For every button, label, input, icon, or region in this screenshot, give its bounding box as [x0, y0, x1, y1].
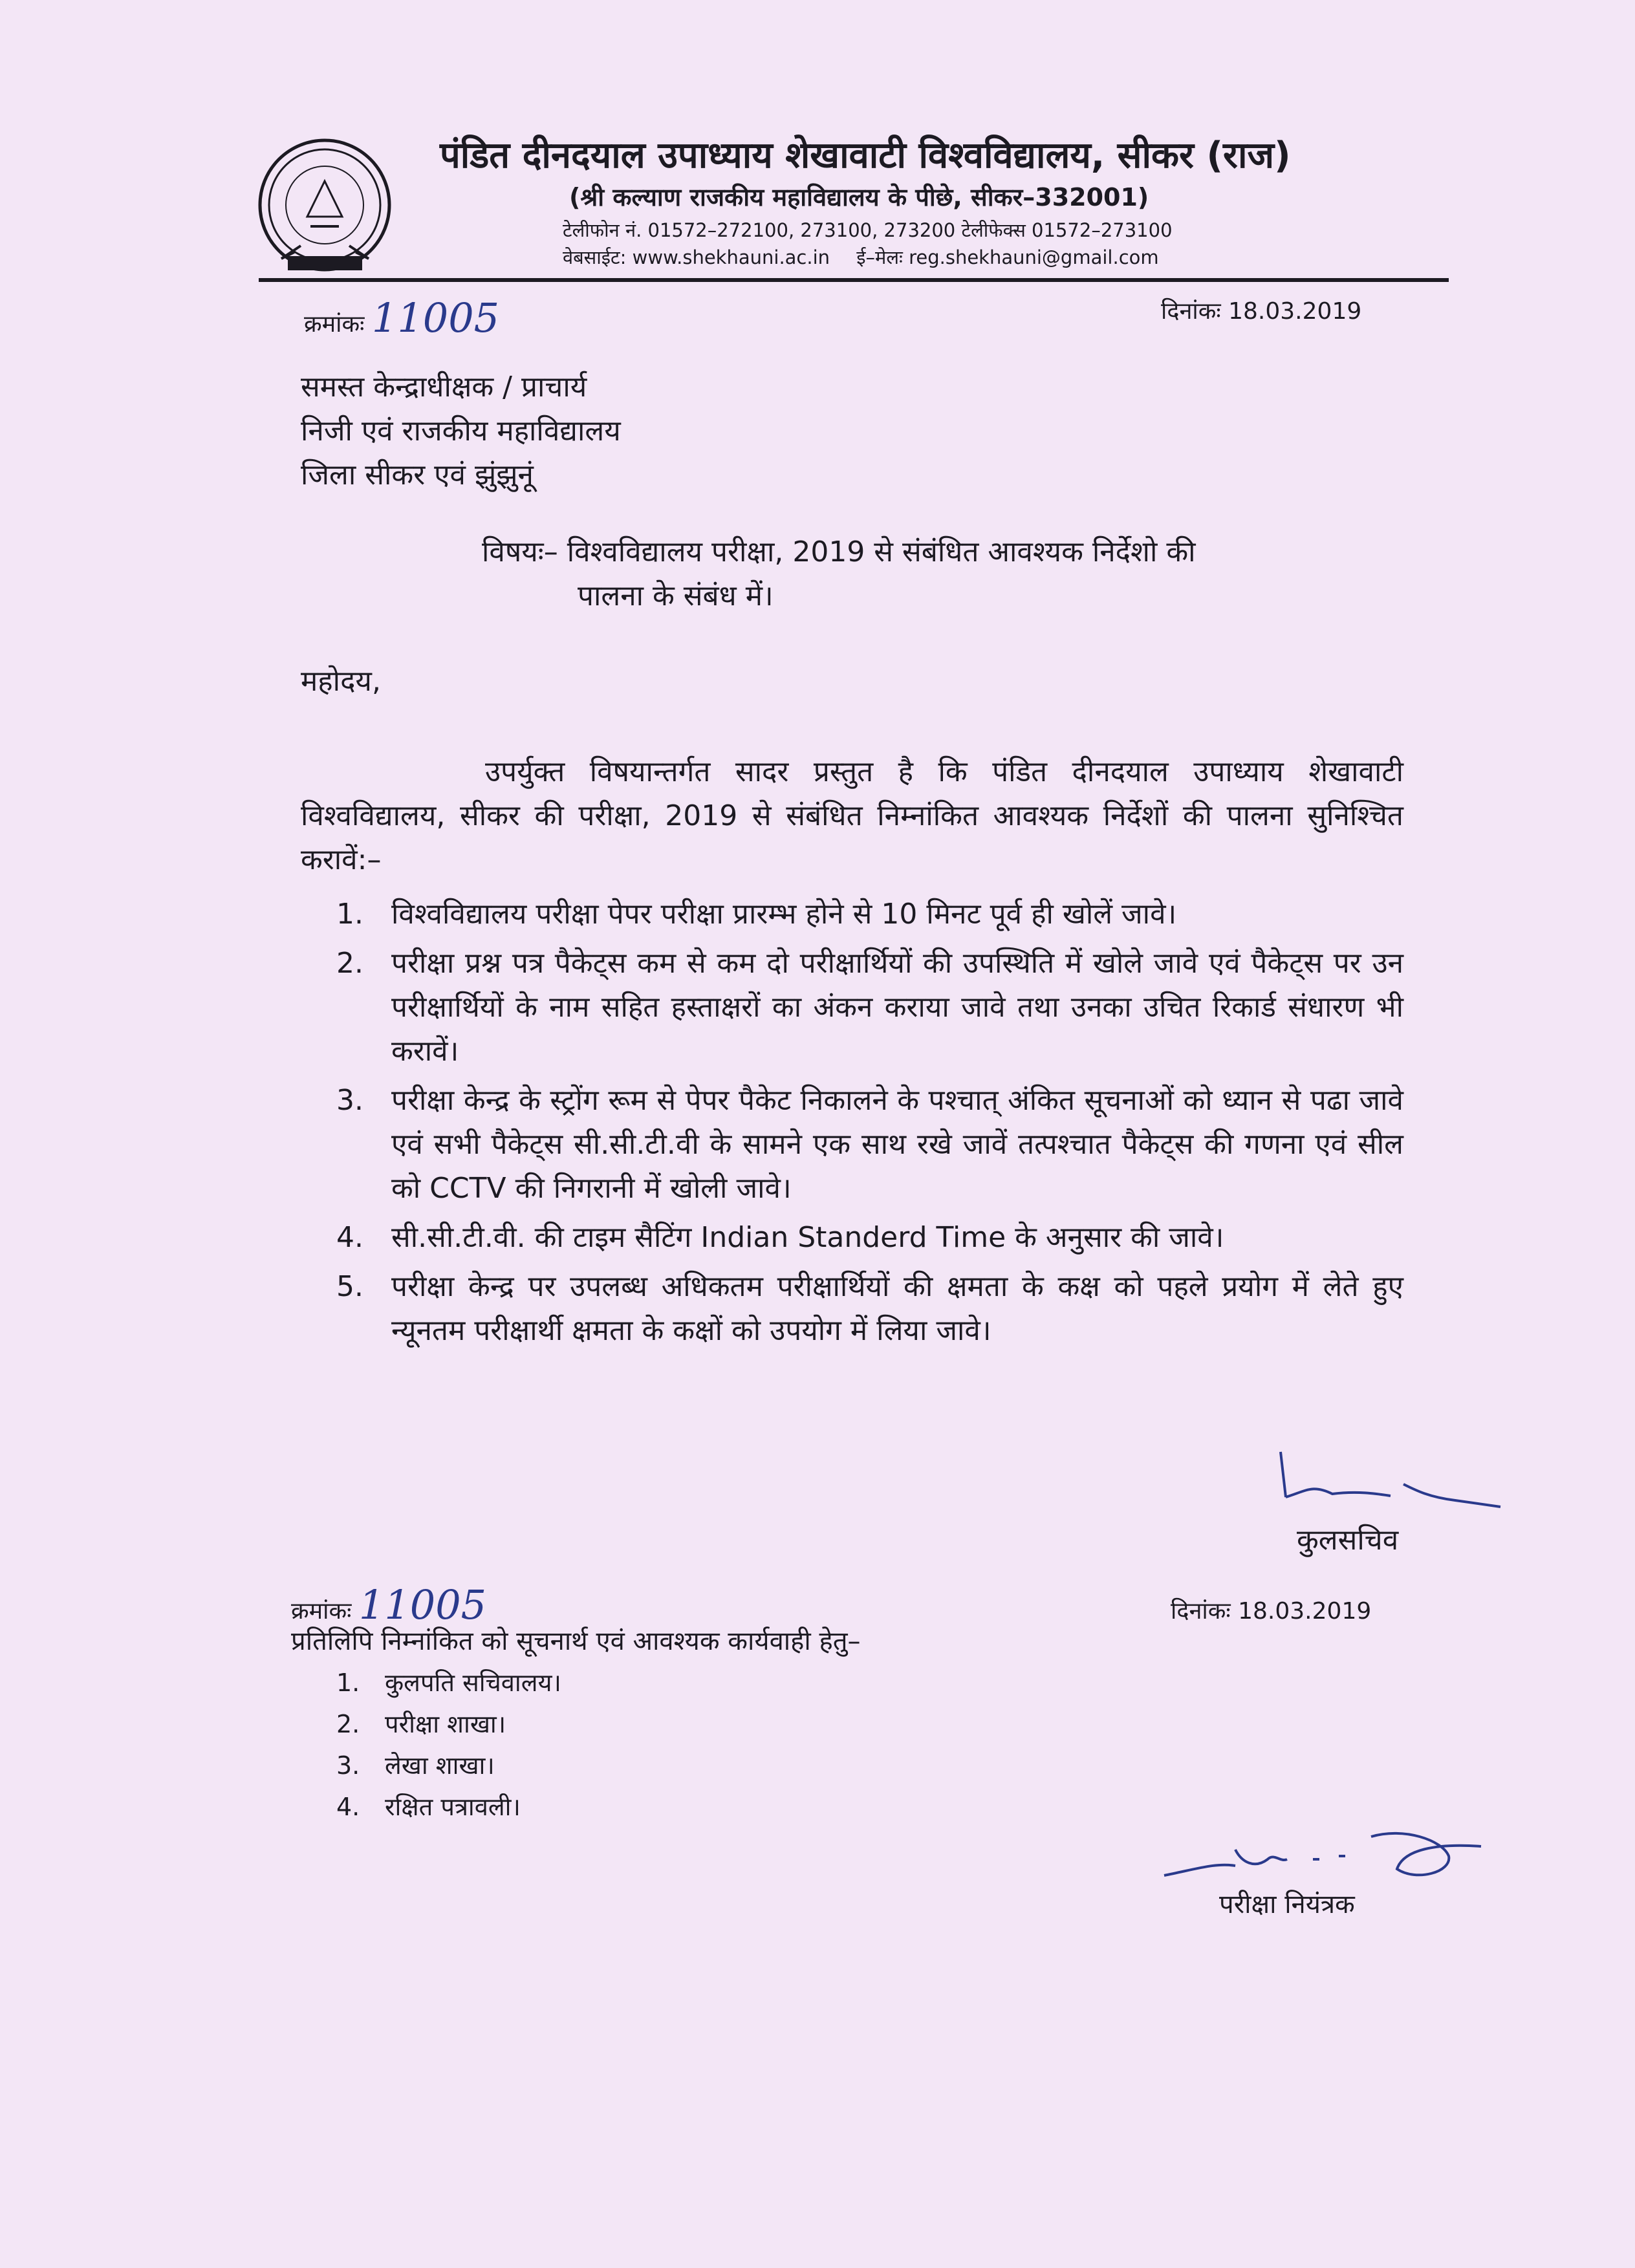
university-name: पंडित दीनदयाल उपाध्याय शेखावाटी विश्वविद्यालय, सीकर (राज)	[440, 135, 1291, 177]
salutation: महोदय,	[301, 665, 381, 698]
registrar-title: कुलसचिव	[1297, 1524, 1399, 1557]
recipient-line: निजी एवं राजकीय महाविद्यालय	[301, 415, 621, 448]
copy-date-block	[1171, 1594, 1371, 1626]
list-item: 4. रक्षित पत्रावली।	[336, 1793, 521, 1821]
directions-list	[336, 892, 1403, 1358]
subject-block	[482, 530, 1387, 618]
list-item: 4. सी.सी.टी.वी. की टाइम सैटिंग Indian Standerd Time के अनुसार की जावे।	[336, 1221, 1224, 1254]
subject-text: विश्वविद्यालय परीक्षा, 2019 से संबंधित आवश्यक निर्देशो की	[567, 535, 1196, 568]
recipient-line: जिला सीकर एवं झुंझुनूं	[301, 459, 534, 491]
ref-number: 11005	[371, 294, 500, 341]
subject-label: विषयः–	[482, 535, 558, 568]
copy-list	[336, 1662, 561, 1828]
recipient-line: समस्त केन्द्राधीक्षक / प्राचार्य	[301, 371, 587, 404]
list-item: 3. लेखा शाखा।	[336, 1751, 495, 1780]
list-item: 2. परीक्षा शाखा।	[336, 1710, 506, 1738]
university-address: (श्री कल्याण राजकीय महाविद्यालय के पीछे, सीकर–332001)	[569, 183, 1149, 211]
date-value: 18.03.2019	[1228, 298, 1362, 325]
intro-text: उपर्युक्त विषयान्तर्गत सादर प्रस्तुत है कि पंडित दीनदयाल उपाध्याय शेखावाटी विश्वविद्यालय, सीकर की परीक्षा, 2019 से संबंधित निम्नांकित आवश्यक निर्देशों की पालना सुनिश्चित करावें:–	[301, 755, 1403, 876]
list-item: 5. परीक्षा केन्द्र पर उपलब्ध अधिकतम परीक्षार्थियों की क्षमता के कक्ष को पहले प्रयोग में लेते हुए न्यूनतम परीक्षार्थी क्षमता के कक्षों को उपयोग में लिया जावे।	[336, 1270, 1403, 1347]
copy-ref-label: क्रमांकः	[291, 1598, 352, 1625]
phone-line: टेलीफोन नं. 01572–272100, 273100, 273200 टेलीफेक्स 01572–273100	[563, 219, 1173, 241]
ref-number-block	[304, 294, 499, 341]
header-divider	[259, 278, 1449, 282]
controller-title: परीक्षा नियंत्रक	[1219, 1890, 1355, 1919]
copy-date-label: दिनांकः	[1171, 1598, 1231, 1625]
copy-date-value: 18.03.2019	[1238, 1598, 1372, 1625]
website[interactable]: वेबसाईट: www.shekhauni.ac.in	[563, 246, 830, 268]
ref-label: क्रमांकः	[304, 311, 365, 338]
date-label: दिनांकः	[1161, 298, 1221, 325]
intro-paragraph	[301, 750, 1403, 882]
subject-text-cont: पालना के संबंध में।	[578, 579, 774, 612]
registrar-signature	[1268, 1445, 1513, 1526]
email[interactable]: ई–मेलः reg.shekhauni@gmail.com	[856, 246, 1159, 268]
date-block	[1161, 294, 1361, 326]
list-item: 1. विश्वविद्यालय परीक्षा पेपर परीक्षा प्रारम्भ होने से 10 मिनट पूर्व ही खोलें जावे।	[336, 898, 1177, 931]
list-item: 3. परीक्षा केन्द्र के स्ट्रोंग रूम से पेपर पैकेट निकालने के पश्चात् अंकित सूचनाओं को ध्यान से पढा जावे एवं सभी पैकेट्स सी.सी.टी.वी के सामने एक साथ रखे जावें तत्पश्चात पैकेट्स की गणना एवं सील को CCTV की निगरानी में खोली जावे।	[336, 1084, 1403, 1205]
copy-intro: प्रतिलिपि निम्नांकित को सूचनार्थ एवं आवश्यक कार्यवाही हेतु–	[291, 1626, 861, 1656]
list-item: 2. परीक्षा प्रश्न पत्र पैकेट्स कम से कम दो परीक्षार्थियों की उपस्थिति में खोले जावे एवं पैकेट्स पर उन परीक्षार्थियों के नाम सहित हस्ताक्षरों का अंकन कराया जावे तथा उनका उचित रिकार्ड संधारण भी करावें।	[336, 947, 1403, 1068]
university-seal-icon	[255, 136, 395, 275]
list-item: 1. कुलपति सचिवालय।	[336, 1669, 561, 1697]
copy-ref-number: 11005	[358, 1581, 487, 1628]
web-email-line	[563, 244, 1180, 270]
recipient-block	[301, 365, 621, 497]
